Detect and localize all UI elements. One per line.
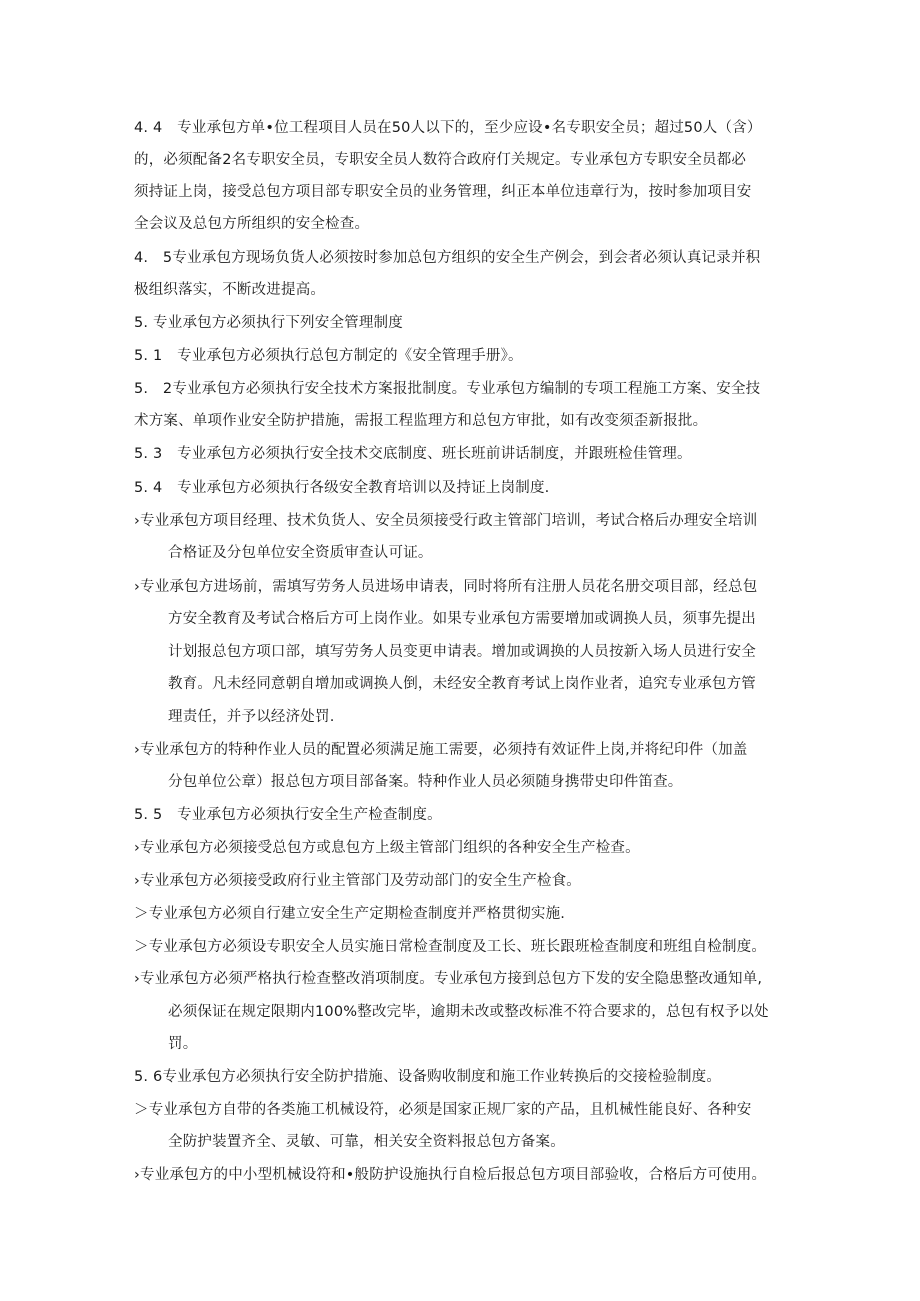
- text-line: 5. 2专业承包方必须执行安全技术方案报批制度。专业承包方编制的专项工程施工方案、安全技: [134, 381, 761, 397]
- text-line: 须持证上岗，接受总包方项目部专职安全员的业务管理，纠正本单位违章行为，按时参加项目安: [134, 184, 752, 200]
- text-line: 极组织落实，不断改进提高。: [134, 282, 326, 298]
- bullet-line: ＞专业承包方自带的各类施工机械设符，必须是国家正规厂家的产品，且机械性能良好、各种安: [134, 1102, 752, 1118]
- text-line: 全会议及总包方所组织的安全检查。: [134, 216, 370, 232]
- text-line: 术方案、单项作业安全防护措施，需报工程监理方和总包方审批，如有改变须歪新报批。: [134, 413, 708, 429]
- bullet-line: ›专业承包方必须严格执行检查整改消项制度。专业承包方接到总包方下发的安全隐患整改通知单,: [134, 971, 763, 987]
- bullet-line: ›专业承包方必须接受政府行业主管部门及劳动部门的安全生产检食。: [134, 873, 581, 889]
- text-line: 全防护装置齐全、灵敏、可靠，相关安全资料报总包方备案。: [168, 1134, 565, 1150]
- bullet-line: ›专业承包方项目经理、技术负货人、安全员须接受行政主管部门培训，考试合格后办理安全培训: [134, 513, 758, 529]
- text-line: 计划报总包方项口部，填写劳务人员变更申请表。增加或调换的人员按新入场人员进行安全: [168, 644, 756, 660]
- text-line: 分包单位公章）报总包方项目部备案。特种作业人员必须随身携带史印件笛查。: [168, 774, 683, 790]
- text-line: 必须保证在规定限期内100%整改完毕，逾期未改或整改标准不符合要求的，总包有权予以处: [168, 1004, 769, 1020]
- bullet-line: ＞专业承包方必须自行建立安全生产定期检查制度并严格贯彻实施.: [134, 906, 566, 922]
- bullet-line: ›专业承包方的中小型机械设符和•般防护设施执行自检后报总包方项目部验收，合格后方可使用。: [134, 1167, 767, 1183]
- text-line: 5. 1 专业承包方必须执行总包方制定的《安全管理手册》。: [134, 348, 523, 364]
- text-line: 4. 5专业承包方现场负货人必须按时参加总包方组织的安全生产例会，到会者必须认真记录并积: [134, 250, 761, 266]
- text-line: 教育。凡未经同意朝自增加或调换人倒，未经安全教育考试上岗作业者，追究专业承包方管: [168, 676, 756, 692]
- text-line: 方安全教育及考试合格后方可上岗作业。如果专业承包方需要增加或调换人员，须事先提出: [168, 611, 756, 627]
- text-line: 罚。: [168, 1036, 198, 1052]
- text-line: 5. 5 专业承包方必须执行安全生产检查制度。: [134, 807, 442, 823]
- text-line: 合格证及分包单位安全资质审查认可证。: [168, 545, 433, 561]
- bullet-line: ›专业承包方的特种作业人员的配置必须满足施工需要，必须持有效证件上岗,并将纪印件（加盖: [134, 742, 748, 758]
- text-line: 5. 3 专业承包方必须执行安全技术交底制度、班长班前讲话制度，并跟班检佳管理。: [134, 446, 692, 462]
- section-heading: 5. 专业承包方必须执行下列安全管理制度: [134, 315, 403, 331]
- bullet-line: ›专业承包方必须接受总包方或息包方上级主管部门组织的各种安全生产检查。: [134, 840, 640, 856]
- text-line: 4. 4 专业承包方单•位工程项目人员在50人以下的，至少应设•名专职安全员；超过50人（含）: [134, 120, 762, 136]
- text-line: 理责任，并予以经济处罚.: [168, 709, 335, 725]
- bullet-line: ＞专业承包方必须设专职安全人员实施日常检查制度及工长、班长跟班检查制度和班组自检制度。: [134, 939, 767, 955]
- bullet-line: ›专业承包方进场前，需填写劳务人员进场申请表，同时将所有注册人员花名册交项目部，经总包: [134, 579, 758, 595]
- text-line: 的，必须配备2名专职安全员，专职安全员人数符合政府仃关规定。专业承包方专职安全员都必: [134, 152, 747, 168]
- text-line: 5. 6专业承包方必须执行安全防护措施、设备购收制度和施工作业转换后的交接检验制度。: [134, 1069, 722, 1085]
- text-line: 5. 4 专业承包方必须执行各级安全教育培训以及持证上岗制度.: [134, 480, 550, 496]
